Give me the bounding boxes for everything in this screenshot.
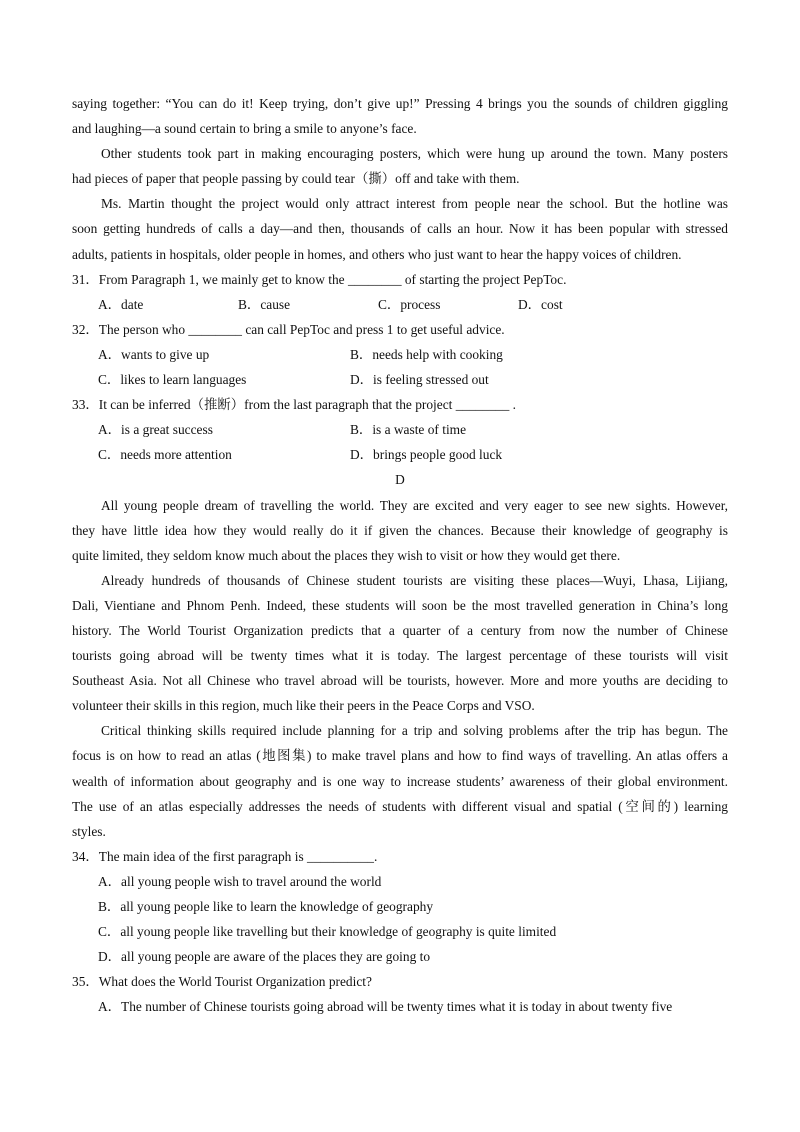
option-b: B．is a waste of time bbox=[350, 422, 467, 438]
option-d: D．all young people are aware of the places they are going to bbox=[98, 949, 431, 965]
option-b: B．needs help with cooking bbox=[350, 346, 503, 362]
paragraph-line: styles. bbox=[72, 823, 106, 839]
option-a: A．wants to give up bbox=[98, 346, 210, 362]
question-31 bbox=[72, 267, 728, 317]
option-b: B．cause bbox=[238, 296, 291, 312]
option-d: D．is feeling stressed out bbox=[350, 372, 489, 388]
question-35 bbox=[72, 969, 728, 1019]
paragraph-line: All young people dream of travelling the world. They are excited and very eager to see new sights. However, bbox=[101, 497, 728, 513]
option-d: D．cost bbox=[518, 296, 563, 312]
paragraph-line: Already hundreds of thousands of Chinese student tourists are visiting these places—Wuyi, Lhasa, Lijiang, bbox=[101, 572, 728, 588]
question-stem: 35．What does the World Tourist Organization predict? bbox=[72, 974, 372, 990]
option-row bbox=[72, 342, 728, 367]
option-row bbox=[72, 367, 728, 392]
option-row bbox=[72, 417, 728, 442]
option-a: A．is a great success bbox=[98, 422, 213, 438]
option-a: A．The number of Chinese tourists going abroad will be twenty times what it is today in about twenty five bbox=[98, 999, 673, 1015]
paragraph-line: and laughing—a sound certain to bring a smile to anyone’s face. bbox=[72, 121, 417, 137]
paragraph-line: Dali, Vientiane and Phnom Penh. Indeed, these students will soon be the most travelled generation in China’s long bbox=[72, 597, 728, 613]
option-c: C．needs more attention bbox=[98, 447, 232, 463]
question-stem: 32．The person who ________ can call PepToc and press 1 to get useful advice. bbox=[72, 321, 505, 337]
paragraph-line: they have little idea how they would really do it if given the chances. Because their knowledge of geography is bbox=[72, 522, 728, 538]
option-c: C．all young people like travelling but their knowledge of geography is quite limited bbox=[98, 924, 557, 940]
paragraph-line: wealth of information about geography and is one way to increase students’ awareness of their global environment. bbox=[72, 773, 728, 789]
option-row bbox=[72, 292, 728, 317]
paragraph-line: focus is on how to read an atlas (地图集) to make travel plans and how to find ways of travelling. An atlas offers a bbox=[72, 748, 728, 764]
paragraph-line: Other students took part in making encouraging posters, which were hung up around the town. Many posters bbox=[101, 146, 728, 162]
paragraph-line: soon getting hundreds of calls a day—and then, thousands of calls an hour. Now it has been popular with stressed bbox=[72, 221, 728, 237]
paragraph-line: Ms. Martin thought the project would only attract interest from people near the school. But the hotline was bbox=[101, 196, 728, 212]
option-row bbox=[72, 442, 728, 467]
section-d-heading: D bbox=[395, 472, 405, 488]
passage-c-tail bbox=[72, 91, 728, 267]
option-a: A．all young people wish to travel around the world bbox=[98, 873, 382, 889]
question-stem: 33．It can be inferred（推断）from the last paragraph that the project ________ . bbox=[72, 397, 516, 413]
paragraph-line: quite limited, they seldom know much about the places they wish to visit or how they would get there. bbox=[72, 547, 621, 563]
paragraph-line: volunteer their skills in this region, much like their peers in the Peace Corps and VSO. bbox=[72, 698, 535, 714]
exam-page bbox=[72, 91, 728, 1019]
paragraph-line: had pieces of paper that people passing by could tear（撕）off and take with them. bbox=[72, 171, 520, 187]
option-c: C．likes to learn languages bbox=[98, 372, 247, 388]
paragraph-line: tourists going abroad will be twenty times what it is today. The largest percentage of these tourists will visit bbox=[72, 648, 728, 664]
paragraph-line: history. The World Tourist Organization predicts that a quarter of a century from now the number of Chinese bbox=[72, 622, 728, 638]
paragraph-line: Southeast Asia. Not all Chinese who travel abroad will be tourists, however. More and more youths are deciding to bbox=[72, 673, 728, 689]
option-b: B．all young people like to learn the knowledge of geography bbox=[98, 899, 434, 914]
paragraph-line: Critical thinking skills required include planning for a trip and solving problems after the trip has begun. The bbox=[101, 723, 728, 739]
question-33 bbox=[72, 392, 728, 467]
passage-d bbox=[72, 493, 728, 844]
question-34 bbox=[72, 844, 728, 969]
question-stem: 34．The main idea of the first paragraph is __________. bbox=[72, 848, 378, 864]
paragraph-line: adults, patients in hospitals, older people in homes, and others who just want to hear the happy voices of children. bbox=[72, 246, 682, 262]
option-d: D．brings people good luck bbox=[350, 447, 503, 463]
question-stem: 31．From Paragraph 1, we mainly get to know the ________ of starting the project PepToc. bbox=[72, 271, 567, 287]
option-c: C．process bbox=[378, 296, 441, 312]
question-32 bbox=[72, 317, 728, 392]
paragraph-line: saying together: “You can do it! Keep trying, don’t give up!” Pressing 4 brings you the sounds of children giggling bbox=[72, 96, 728, 111]
paragraph-line: The use of an atlas especially addresses the needs of students with different visual and spatial (空间的) learning bbox=[72, 798, 728, 814]
option-a: A．date bbox=[98, 296, 144, 312]
